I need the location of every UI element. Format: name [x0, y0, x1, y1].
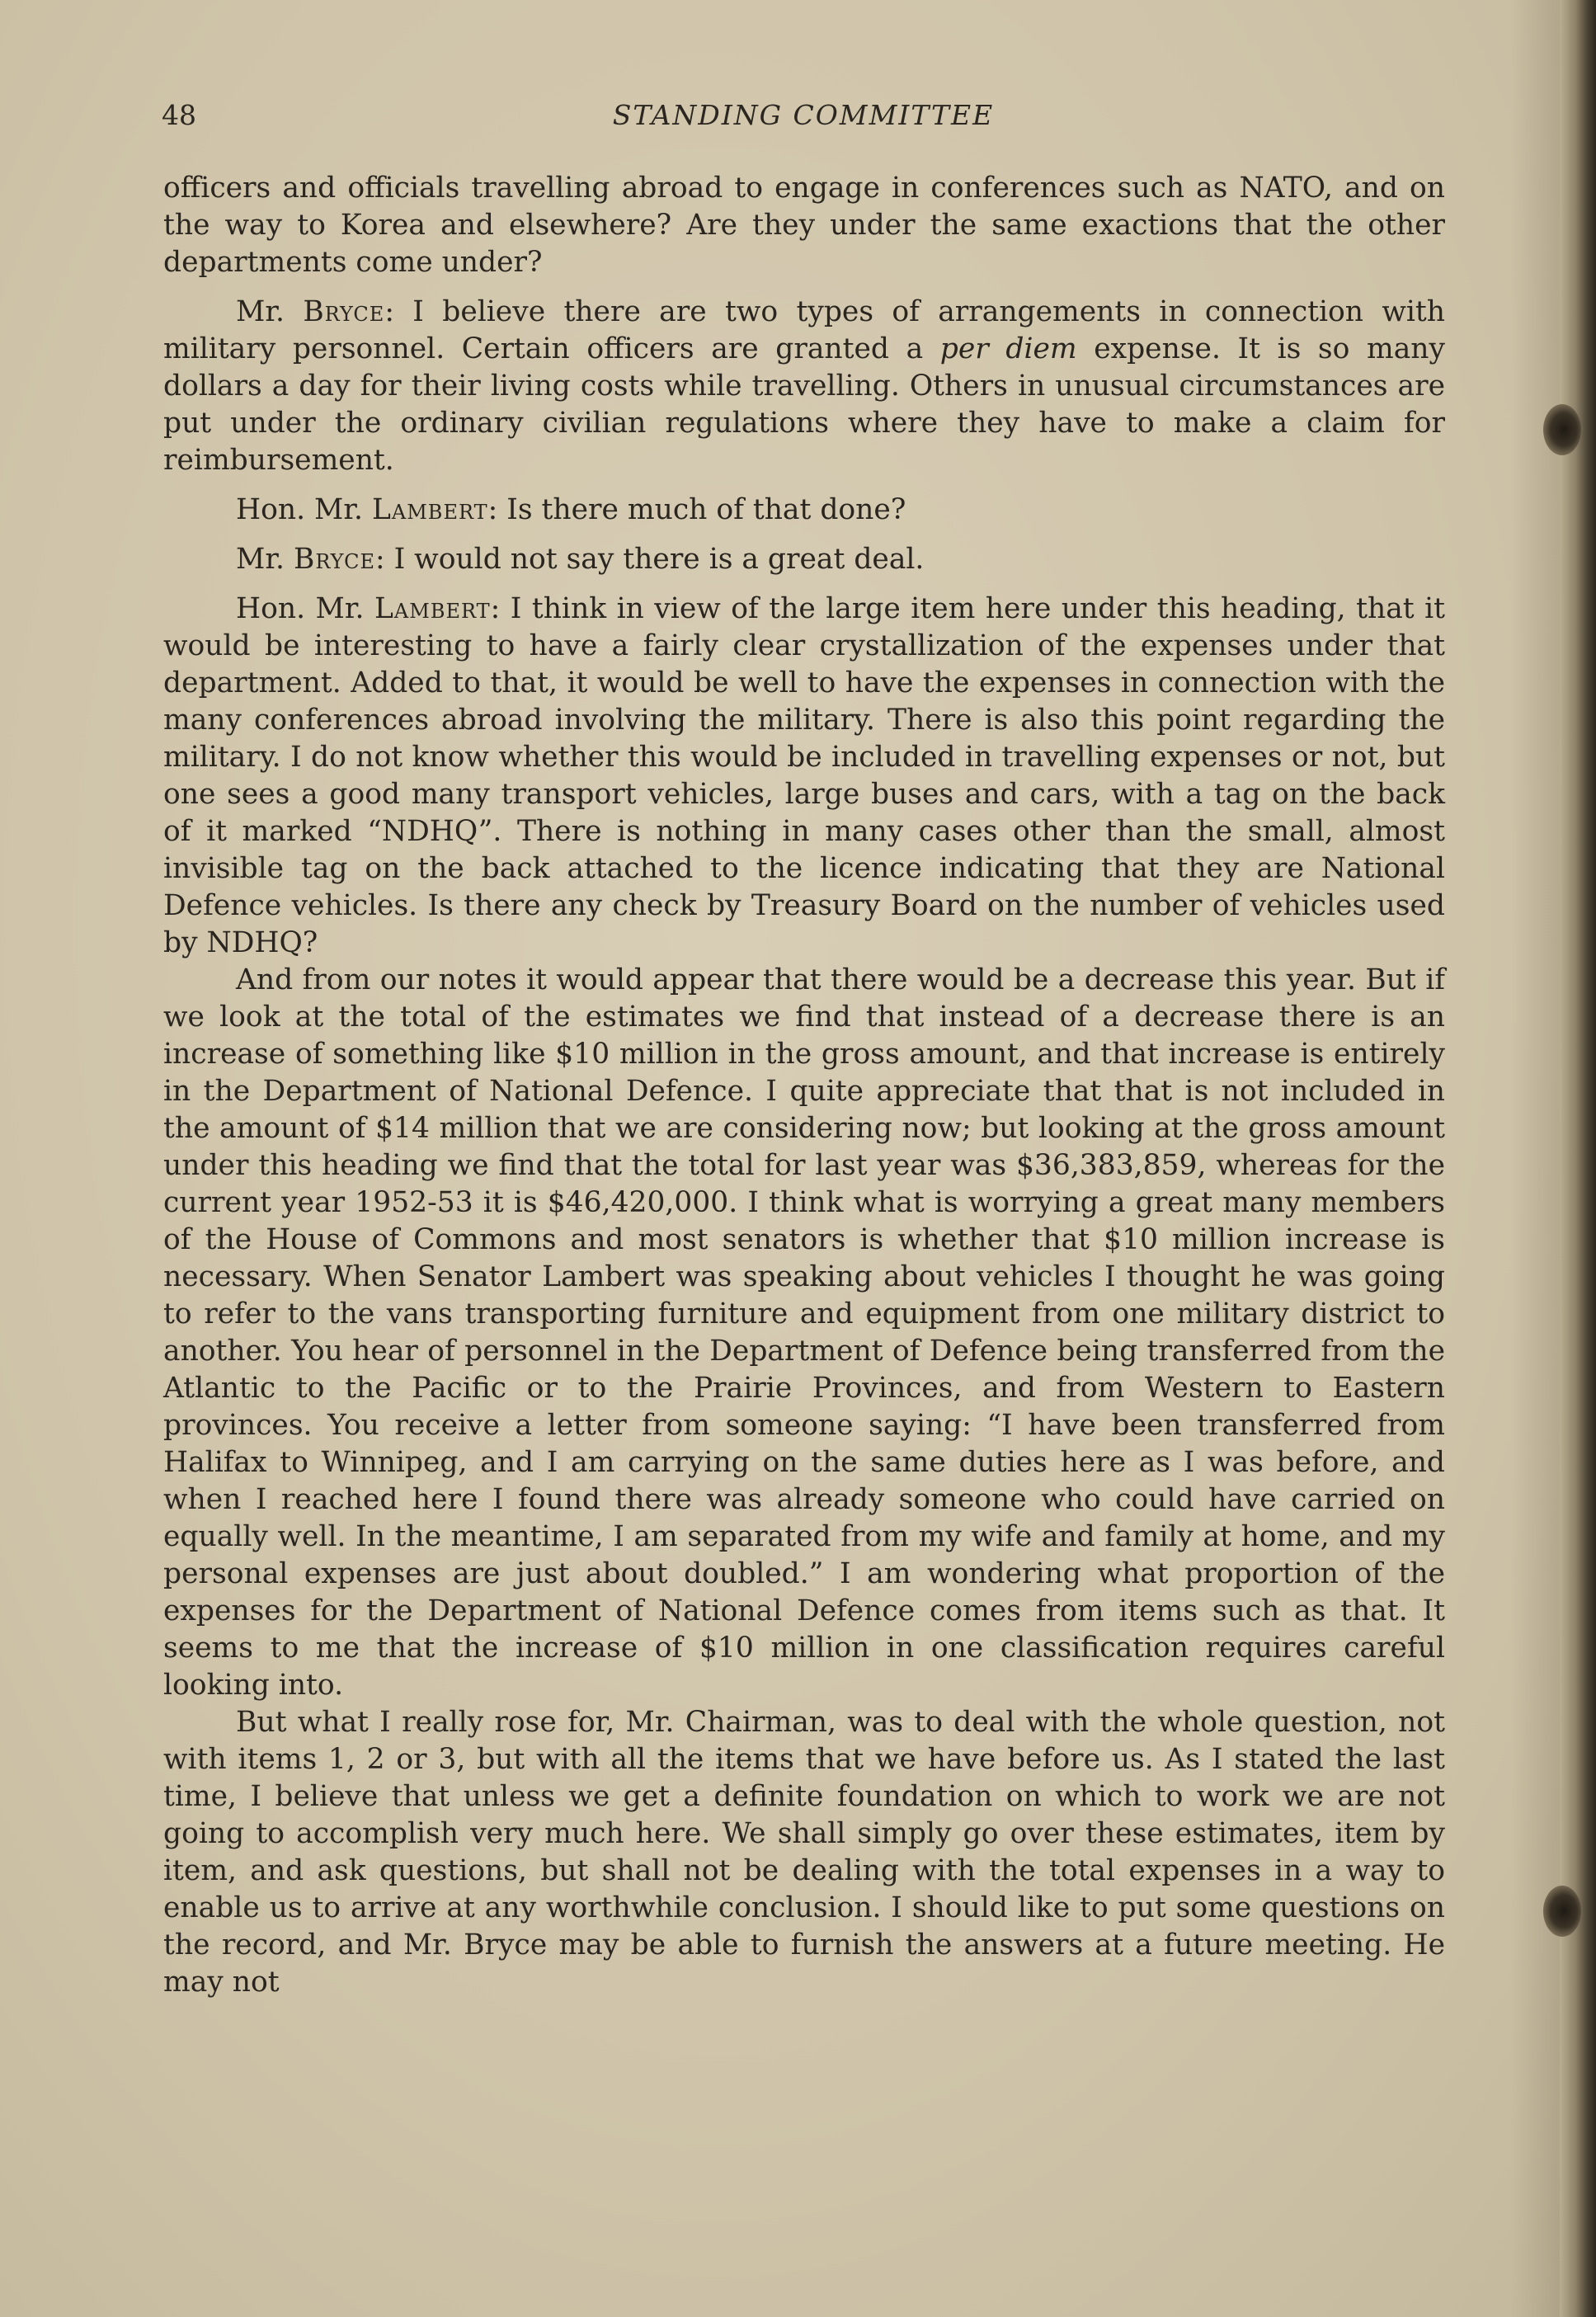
- page-number: 48: [162, 99, 196, 131]
- speaker-prefix: Hon. Mr.: [236, 493, 372, 526]
- speaker-paragraph: [163, 591, 1445, 962]
- speaker-paragraph: [163, 294, 1445, 479]
- speaker-prefix: Mr.: [236, 295, 304, 328]
- speaker-name: Lambert: [371, 493, 488, 526]
- speaker-prefix: Mr.: [236, 543, 294, 576]
- body-text: [163, 170, 1445, 2001]
- speaker-name: Bryce: [303, 295, 385, 328]
- emphasis-text: per diem: [939, 332, 1077, 365]
- speaker-name: Bryce: [293, 543, 375, 576]
- paragraph-text: I would not say there is a great deal.: [393, 543, 925, 576]
- speaker-colon: :: [490, 592, 511, 625]
- paragraph-text: I think in view of the large item here under this heading, that it would be interesting to have a fairly clear crystallization of the expenses under that department. Added to that, it would be well to have the expenses in connection with the many conferences abroad involving the military. There is also this point regarding the military. I do not know whether this would be included in travelling expenses or not, but one sees a good many transport vehicles, large buses and cars, with a tag on the back of it marked “NDHQ”. There is nothing in many cases other than the small, almost invisible tag on the back attached to the licence indicating that they are National Defence vehicles. Is there any check by Treasury Board on the number of vehicles used by NDHQ?: [163, 592, 1445, 959]
- paragraph-text: expense. It is so many dollars a day for their living costs while travelling. Others in unusual circumstances are put under the ordinary civilian regulations where they have to make a claim for reimbursement.: [163, 332, 1446, 477]
- page-header: [162, 99, 1445, 140]
- paragraph: And from our notes it would appear that there would be a decrease this year. But if we look at the total of the estimates we find that instead of a decrease there is an increase of something like $10 million in the gross amount, and that increase is entirely in the Department of National Defence. I quite appreciate that that is not included in the amount of $14 million that we are considering now; but looking at the gross amount under this heading we find that the total for last year was $36,383,859, whereas for the current year 1952-53 it is $46,420,000. I think what is worrying a great many members of the House of Commons and most senators is whether that $10 million increase is necessary. When Senator Lambert was speaking about vehicles I thought he was going to refer to the vans transporting furniture and equipment from one military district to another. You hear of personnel in the Department of Defence being transferred from the Atlantic to the Pacific or to the Prairie Provinces, and from Western to Eastern provinces. You receive a letter from someone saying: “I have been transferred from Halifax to Winnipeg, and I am carrying on the same duties here as I was before, and when I reached here I found there was already someone who could have carried on equally well. In the meantime, I am separated from my wife and family at home, and my personal expenses are just about doubled.” I am wondering what proportion of the expenses for the Department of National Defence comes from items such as that. It seems to me that the increase of $10 million in one classification requires careful looking into.: [163, 963, 1445, 1702]
- binding-hole: [1543, 404, 1581, 455]
- speaker-name: Lambert: [374, 592, 491, 625]
- page-gutter-shadow: [1510, 0, 1560, 2317]
- binding-hole: [1543, 1886, 1581, 1937]
- speaker-colon: :: [374, 543, 394, 576]
- speaker-prefix: Hon. Mr.: [236, 592, 374, 625]
- paragraph: But what I really rose for, Mr. Chairman, was to deal with the whole question, not with items 1, 2 or 3, but with all the items that we have before us. As I stated the last time, I believe that unless we get a definite foundation on which to work we are not going to accomplish very much here. We shall simply go over these estimates, item by item, and ask questions, but shall not be dealing with the total expenses in a way to enable us to arrive at any worthwhile conclusion. I should like to put some questions on the record, and Mr. Bryce may be able to furnish the answers at a future meeting. He may not: [163, 1706, 1445, 1999]
- paragraph: officers and officials travelling abroad to engage in conferences such as NATO, and on the way to Korea and elsewhere? Are they under the same exactions that the other departments come under?: [163, 172, 1445, 279]
- book-binding-edge: [1560, 0, 1596, 2317]
- paragraph-text: I believe there are two types of arrangements in connection with military personnel. Certain officers are granted a: [163, 295, 1445, 365]
- speaker-paragraph: [163, 492, 1445, 529]
- paragraph-text: Is there much of that done?: [506, 493, 906, 526]
- speaker-paragraph: [163, 541, 1445, 578]
- speaker-colon: :: [384, 295, 413, 328]
- running-title: STANDING COMMITTEE: [612, 99, 995, 131]
- speaker-colon: :: [487, 493, 507, 526]
